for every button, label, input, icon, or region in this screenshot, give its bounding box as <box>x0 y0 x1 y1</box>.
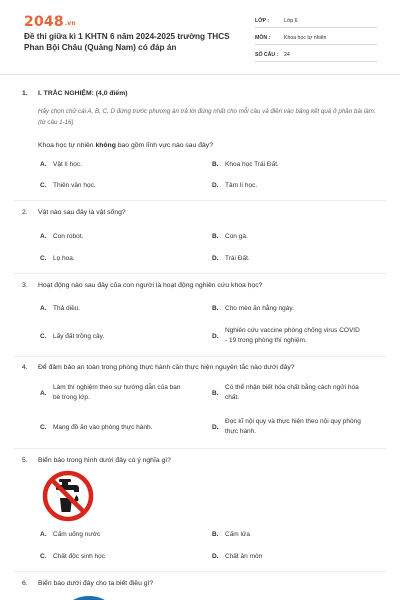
question-text-bold: không <box>95 142 116 149</box>
question-heading <box>22 209 126 216</box>
option-text: Vật lí học. <box>53 161 82 168</box>
option-text: Có thể nhận biết hóa chất bằng cách ngửi hóa chất. <box>225 384 359 401</box>
question-number: 3. <box>22 282 28 289</box>
option-text: Lấy đất trồng cây. <box>53 333 105 340</box>
option-letter: D. <box>212 424 219 431</box>
question-text: Hoạt động nào sau đây của con người là hoạt động nghiên cứu khoa học? <box>38 282 263 289</box>
option-a[interactable] <box>40 304 189 314</box>
option-text: Trái Đất. <box>225 255 250 262</box>
meta-value: Lớp 6 <box>284 17 298 24</box>
page-header <box>0 0 400 68</box>
option-b[interactable] <box>212 232 361 242</box>
question-heading <box>22 364 295 371</box>
meta-label: MÔN : <box>255 34 271 41</box>
question-text: Vật nào sau đây là vật sống? <box>38 209 126 216</box>
question-number: 2. <box>22 209 28 216</box>
question-text: Biển báo dưới đây cho ta biết điều gì? <box>38 580 154 587</box>
meta-row-subject <box>255 31 377 45</box>
option-c[interactable] <box>40 254 189 264</box>
option-letter: A. <box>40 390 47 397</box>
option-text: Con gà. <box>225 233 248 240</box>
section-heading <box>22 90 128 97</box>
option-b[interactable] <box>212 304 361 314</box>
option-d[interactable] <box>212 254 361 264</box>
question-heading <box>22 457 171 464</box>
option-letter: C. <box>40 255 47 262</box>
question-text <box>38 142 213 149</box>
header-divider <box>0 74 400 75</box>
option-letter: B. <box>212 305 219 312</box>
option-text: Thả diều. <box>53 305 81 312</box>
option-letter: D. <box>212 182 219 189</box>
option-b[interactable] <box>212 160 361 170</box>
question-number: 6. <box>22 580 28 587</box>
option-c[interactable] <box>40 423 189 433</box>
option-letter: C. <box>40 553 47 560</box>
option-text: Khoa học Trái Đất. <box>225 161 279 168</box>
option-text: Tâm lí học. <box>225 182 258 189</box>
option-text: Cấm uống nước <box>53 531 101 538</box>
logo-suffix: .vn <box>64 20 76 27</box>
option-d[interactable] <box>212 326 361 346</box>
option-letter: A. <box>40 161 47 168</box>
question-divider <box>14 200 386 201</box>
question-text-part: bao gồm lĩnh vực nào sau đây? <box>115 142 213 149</box>
question-heading <box>22 580 153 587</box>
meta-label: SỐ CÂU : <box>255 51 279 58</box>
question-text: Biển báo trong hình dưới đây có ý nghĩa gì? <box>38 457 171 464</box>
section-instruction: Hãy chọn chữ cái A, B, C, D đứng trước phương án trả lời đúng nhất cho mỗi câu và điền vào bảng kết quả ở phần bài làm: (từ câu 1-16) <box>38 108 376 126</box>
question-divider <box>14 448 386 449</box>
question-divider <box>14 273 386 274</box>
option-text: Làm thí nghiệm theo sự hướng dẫn của bạn bè trong lớp. <box>53 384 181 401</box>
option-c[interactable] <box>40 181 189 191</box>
option-letter: C. <box>40 333 47 340</box>
meta-label: LỚP : <box>255 17 270 24</box>
question-number: 4. <box>22 364 28 371</box>
option-c[interactable] <box>40 552 189 562</box>
question-divider <box>14 356 386 357</box>
option-text: Con robot. <box>53 233 84 240</box>
option-text: Nghiên cứu vaccine phòng chống virus COVID - 19 trong phòng thí nghiệm. <box>225 327 360 344</box>
blue-sign-icon <box>54 592 124 600</box>
meta-row-class <box>255 14 377 28</box>
option-letter: D. <box>212 333 219 340</box>
option-a[interactable] <box>40 530 189 540</box>
section-title: I. TRẮC NGHIỆM: (4,0 điểm) <box>38 90 128 97</box>
option-text: Cấm lửa <box>225 531 250 538</box>
option-letter: D. <box>212 553 219 560</box>
option-letter: B. <box>212 233 219 240</box>
question-text: Để đảm bảo an toàn trong phòng thực hành cần thực hiện nguyên tắc nào dưới đây? <box>38 364 295 371</box>
question-heading <box>22 282 262 289</box>
question-divider <box>14 571 386 572</box>
page-title: Đề thi giữa kì 1 KHTN 6 năm 2024-2025 trường THCS Phan Bội Châu (Quảng Nam) có đáp án <box>24 32 230 52</box>
meta-value: 24 <box>284 51 290 58</box>
option-a[interactable] <box>40 383 189 403</box>
exam-meta <box>255 14 377 65</box>
option-a[interactable] <box>40 232 189 242</box>
no-drinking-water-sign-icon <box>42 470 94 522</box>
site-logo[interactable] <box>24 14 76 30</box>
question-text-part: Khoa học tự nhiên <box>38 142 96 149</box>
question-number: 1. <box>22 90 28 97</box>
option-c[interactable] <box>40 332 189 342</box>
option-letter: A. <box>40 305 47 312</box>
option-d[interactable] <box>212 417 361 437</box>
option-letter: B. <box>212 390 219 397</box>
meta-value: Khoa học tự nhiên <box>284 34 327 41</box>
option-d[interactable] <box>212 181 361 191</box>
option-letter: B. <box>212 161 219 168</box>
option-letter: C. <box>40 182 47 189</box>
option-letter: A. <box>40 531 47 538</box>
option-text: Mang đồ ăn vào phòng thực hành. <box>53 424 153 431</box>
option-letter: B. <box>212 531 219 538</box>
option-text: Thiên văn học. <box>53 182 96 189</box>
option-letter: C. <box>40 424 47 431</box>
option-b[interactable] <box>212 530 361 540</box>
option-d[interactable] <box>212 552 361 562</box>
option-b[interactable] <box>212 383 361 403</box>
logo-text: 2048 <box>24 14 64 30</box>
question-number: 5. <box>22 457 28 464</box>
option-a[interactable] <box>40 160 189 170</box>
option-letter: A. <box>40 233 47 240</box>
option-text: Lọ hoa. <box>53 255 75 262</box>
option-text: Cho mèo ăn hằng ngày. <box>225 305 294 312</box>
meta-row-count <box>255 48 377 62</box>
option-text: Chất ăn mòn <box>225 553 263 560</box>
option-text: Chất độc sinh học <box>53 553 106 560</box>
option-letter: D. <box>212 255 219 262</box>
option-text: Đọc kĩ nội quy và thực hiện theo nội quy phòng thực hành. <box>225 418 361 435</box>
